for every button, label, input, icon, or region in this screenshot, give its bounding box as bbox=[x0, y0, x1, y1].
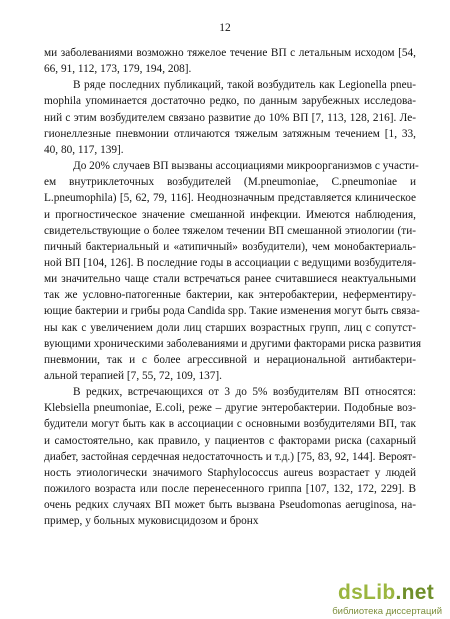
text-line: ной ВП [104, 126]. В последние годы в ассоциации с ведущими возбудителя- bbox=[44, 256, 416, 269]
watermark-caption: библиотека диссертаций bbox=[332, 606, 442, 617]
text-line: ющие бактерии и грибы рода Candida spp. Такие изменения могут быть связа- bbox=[44, 305, 420, 318]
text-line: будители могут быть как в ассоциации с основными возбудителями ВП, так bbox=[44, 418, 416, 431]
text-line: ность этиологически значимого Staphylococcus aureus возрастает у людей bbox=[44, 466, 416, 479]
text-line: пожилого возраста или после перенесенного гриппа [107, 132, 172, 229]. В bbox=[44, 483, 416, 496]
text-line: mophila упоминается достаточно редко, по данным зарубежных исследова- bbox=[44, 95, 416, 108]
text-line: пример, у больных муковисцидозом и бронх bbox=[44, 515, 259, 528]
watermark-logo-left: dsLib bbox=[337, 581, 396, 604]
text-line: В ряде последних публикаций, такой возбудитель как Legionella pneu- bbox=[73, 79, 416, 92]
text-line: и прогностическое значение смешанной инфекции. Имеются наблюдения, bbox=[44, 208, 416, 221]
text-line: пневмонии, так и с более агрессивной и нерациональной антибактери- bbox=[44, 353, 416, 366]
text-line: вующими хроническими заболеваниями и другими факторами риска развития bbox=[44, 337, 422, 350]
text-line: и самостоятельно, как правило, у пациентов с факторами риска (сахарный bbox=[44, 434, 416, 447]
watermark-logo bbox=[338, 581, 434, 605]
text-line: 40, 80, 117, 139]. bbox=[44, 143, 124, 156]
text-line: ми значительно чаще стали встречаться ранее считавшиеся неактуальными bbox=[44, 273, 416, 286]
text-line: так же условно-патогенные бактерии, как энтеробактерии, неферментиру- bbox=[44, 289, 416, 302]
text-line: ем внутриклеточных возбудителей (M.pneumoniae, C.pneumoniae и bbox=[44, 176, 416, 189]
text-line: свидетельствующие о более тяжелом течении ВП смешанной этиологии (ти- bbox=[44, 224, 416, 237]
watermark-logo-right: .net bbox=[395, 581, 434, 604]
text-line: ми заболеваниями возможно тяжелое течение ВП с летальным исходом [54, bbox=[44, 47, 416, 59]
text-line: очень редких случаях ВП может быть вызвана Pseudomonas aeruginosa, на- bbox=[44, 499, 416, 512]
watermark[interactable] bbox=[312, 579, 450, 619]
text-line: альной терапией [7, 55, 72, 109, 137]. bbox=[44, 370, 222, 382]
text-line: ний с этим возбудителем связано развитие до 10% ВП [7, 113, 128, 216]. Ле- bbox=[44, 111, 416, 124]
text-line: 66, 91, 112, 173, 179, 194, 208]. bbox=[44, 63, 192, 76]
text-line: гионеллезные пневмонии отличаются тяжелым затяжным течением [1, 33, bbox=[44, 127, 416, 140]
text-line: В редких, встречающихся от 3 до 5% возбудителям ВП относятся: bbox=[73, 386, 416, 399]
text-line: До 20% случаев ВП вызваны ассоциациями микроорганизмов с участи- bbox=[73, 160, 419, 173]
text-line: диабет, застойная сердечная недостаточность и т.д.) [75, 83, 92, 144]. Вероят- bbox=[44, 450, 416, 463]
text-line: Klebsiella pneumoniae, E.coli, реже – другие энтеробактерии. Подобные воз- bbox=[44, 402, 416, 415]
text-line: пичный бактериальный и «атипичный» возбудители), чем монобактериаль- bbox=[44, 240, 416, 253]
page-number: 12 bbox=[219, 22, 231, 34]
text-line: ны как с увеличением доли лиц старших возрастных групп, лиц с сопутст- bbox=[44, 321, 416, 334]
text-line: L.pneumophila) [5, 62, 79, 116]. Неоднозначным представляется клиническое bbox=[44, 192, 416, 205]
